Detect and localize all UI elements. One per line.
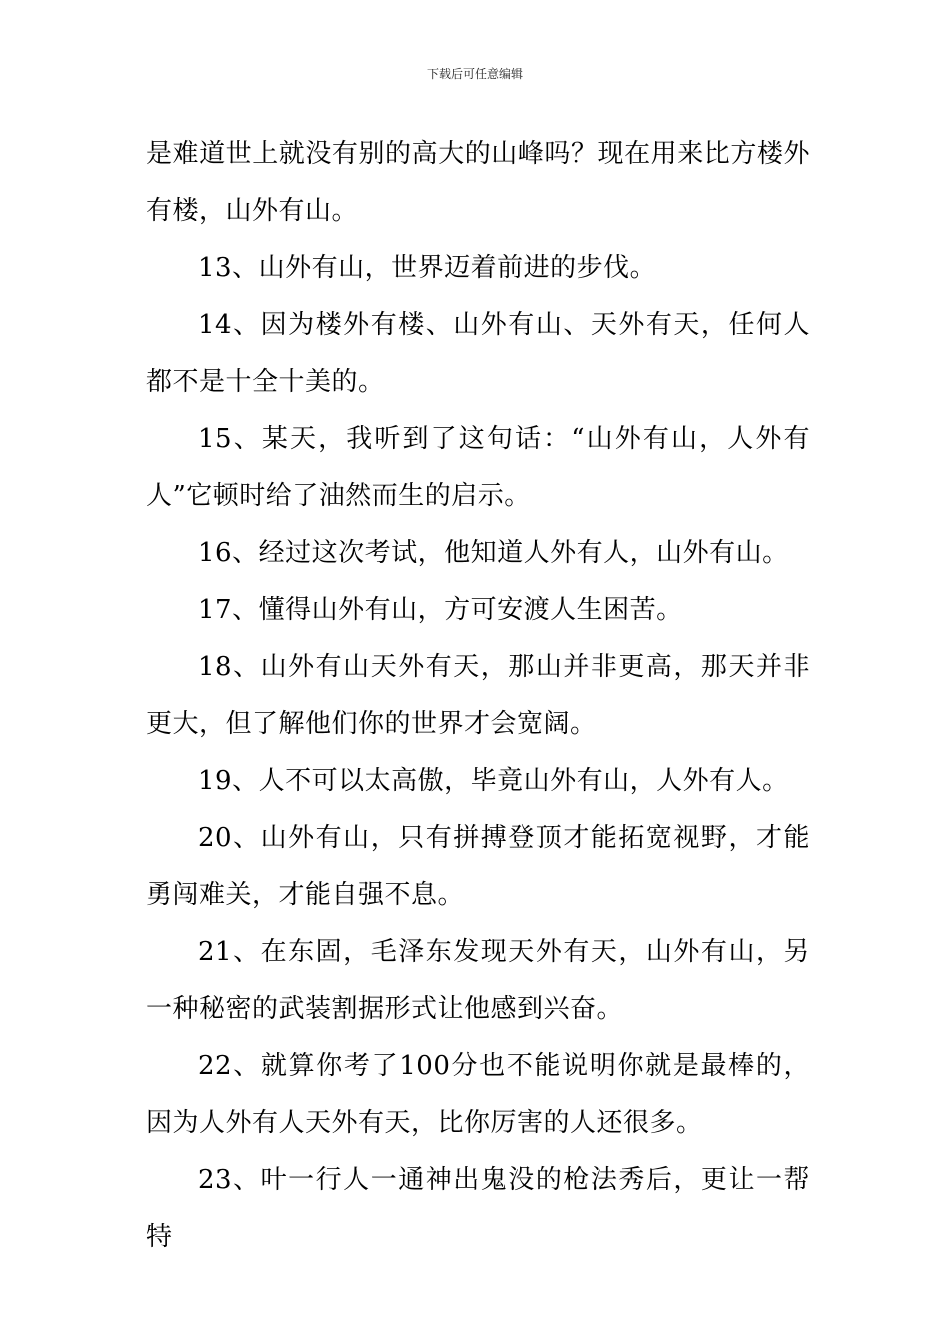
paragraph-23: 23、叶一行人一通神出鬼没的枪法秀后，更让一帮特: [146, 1165, 810, 1252]
paragraph-13: 13、山外有山，世界迈着前进的步伐。: [198, 253, 657, 283]
page-header: 下载后可任意编辑: [426, 67, 523, 81]
paragraph-12-continued: 是难道世上就没有别的高大的山峰吗？现在用来比方楼外有楼，山外有山。: [146, 139, 810, 226]
paragraph-20: 20、山外有山，只有拼搏登顶才能拓宽视野，才能勇闯难关，才能自强不息。: [146, 823, 810, 910]
paragraph-19: 19、人不可以太高傲，毕竟山外有山，人外有人。: [198, 766, 789, 796]
body-text: [146, 126, 810, 1266]
paragraph-14: 14、因为楼外有楼、山外有山、天外有天，任何人都不是十全十美的。: [146, 310, 810, 397]
paragraph-21: 21、在东固，毛泽东发现天外有天，山外有山，另一种秘密的武装割据形式让他感到兴奋。: [146, 937, 810, 1024]
paragraph-16: 16、经过这次考试，他知道人外有人，山外有山。: [198, 538, 789, 568]
paragraph-18: 18、山外有山天外有天，那山并非更高，那天并非更大，但了解他们你的世界才会宽阔。: [146, 652, 810, 739]
paragraph-17: 17、懂得山外有山，方可安渡人生困苦。: [198, 595, 683, 625]
paragraph-22: 22、就算你考了100分也不能说明你就是最棒的，因为人外有人天外有天，比你厉害的人还很多。: [146, 1051, 810, 1138]
paragraph-15: 15、某天，我听到了这句话：“山外有山，人外有人”它顿时给了油然而生的启示。: [146, 424, 810, 511]
